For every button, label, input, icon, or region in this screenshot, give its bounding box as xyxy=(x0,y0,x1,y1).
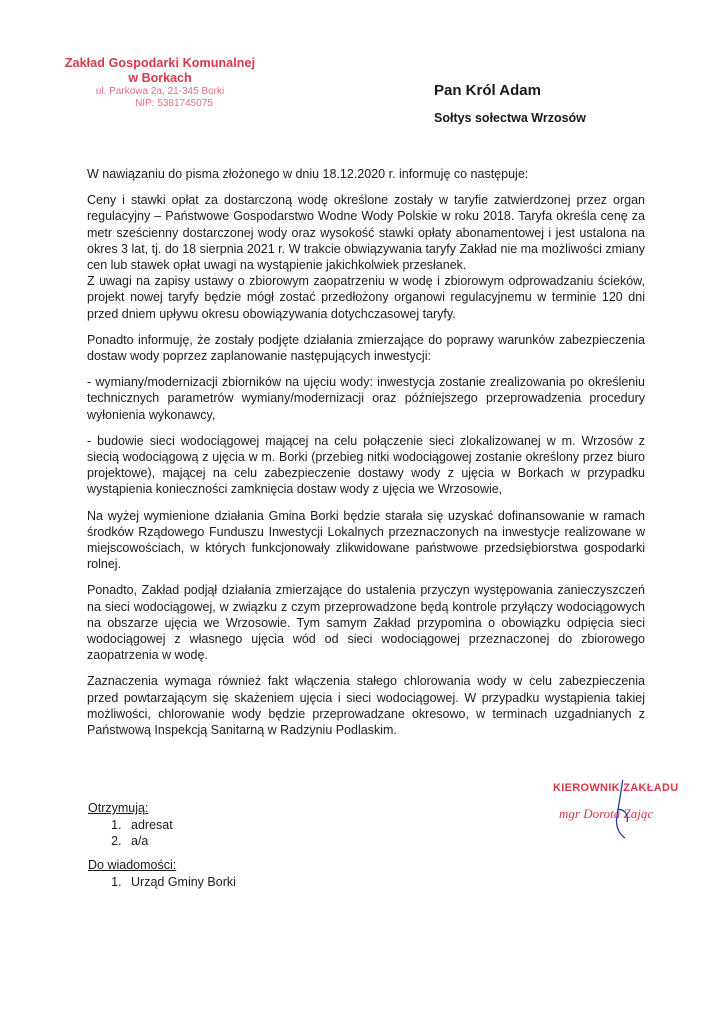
paragraph-investment-network: - budowie sieci wodociągowej mającej na celu połączenie sieci zlokalizowanej w m. Wrzosów z siecią wodociągową z ujęcia w m. Borki (przebieg nitki wodociągowej zostanie określony przez biuro projektowe), mającej na celu zabezpieczenie dostawy wody z ujęcia w Borkach w przypadku wystąpienia konieczności zamknięcia dostaw wody z ujęcia we Wrzosowie, xyxy=(87,433,645,497)
list-item: 1. adresat xyxy=(125,817,236,833)
paragraph-new-tariff: Z uwagi na zapisy ustawy o zbiorowym zaopatrzeniu w wodę i zbiorowym odprowadzaniu ścieków, projekt nowej taryfy będzie mógł zostać przedłożony organowi regulacyjnemu w terminie 120 dni przed dniem upływu okresu obowiązywania dotychczasowej taryfy. xyxy=(87,274,645,321)
list-item: 2. a/a xyxy=(125,833,236,849)
list-item: 1. Urząd Gminy Borki xyxy=(125,874,236,890)
do-wiadomosci-list xyxy=(88,874,236,890)
paragraph-contamination: Ponadto, Zakład podjął działania zmierzające do ustalenia przyczyn występowania zanieczyszczeń na sieci wodociągowej, w związku z czym przeprowadzone będą kontrole przyłączy wodociągowych na obszarze ujęcia we Wrzosowie. Tym samym Zakład przypomina o obowiązku odpięcia sieci wodociągowej z własnego ujęcia wód od sieci wodociągowej przeznaczonej do zbiorowego zaopatrzenia w wodę. xyxy=(87,583,645,663)
recipient-block xyxy=(434,82,586,125)
paragraph-investments: Ponadto informuję, że zostały podjęte działania zmierzające do poprawy warunków zabezpieczenia dostaw wody poprzez zaplanowanie następujących inwestycji: xyxy=(87,332,645,364)
signature-title: KIEROWNIK ZAKŁADU xyxy=(553,782,679,794)
paragraph-intro: W nawiązaniu do pisma złożonego w dniu 18.12.2020 r. informuję co następuje: xyxy=(87,167,529,181)
recipient-name: Pan Król Adam xyxy=(434,82,541,99)
signature-name: mgr Dorota Zając xyxy=(559,806,654,821)
stamp-line-location: w Borkach xyxy=(128,71,192,85)
otrzymuja-list xyxy=(88,817,236,849)
paragraph-chlorination: Zaznaczenia wymaga również fakt włączenia stałego chlorowania wody w celu zabezpieczenia przed powtarzającym się skażeniem ujęcia i sieci wodociągowej. W przypadku wystąpienia takiej możliwości, chlorowanie wody będzie przeprowadzane okresowo, w terminach uzgadnianych z Państwową Inspekcją Sanitarną w Radzyniu Podlaskim. xyxy=(87,674,645,738)
do-wiadomosci-label: Do wiadomości: xyxy=(88,858,177,872)
letter-body xyxy=(87,166,645,748)
stamp-line-company: Zakład Gospodarki Komunalnej xyxy=(64,56,256,70)
recipient-role: Sołtys sołectwa Wrzosów xyxy=(434,111,586,125)
paragraph-tariff: Ceny i stawki opłat za dostarczoną wodę określone zostały w taryfie zatwierdzonej przez organ regulacyjny – Państwowe Gospodarstwo Wodne Wody Polskie w roku 2018. Taryfa określa cenę za metr sześcienny dostarczonej wody oraz wysokość stawki opłaty abonamentowej i jest ustalona na okres 3 lat, tj. do 18 sierpnia 2021 r. W trakcie obwiązywania taryfy Zakład nie ma możliwości zmiany cen lub stawek opłat uwagi na wystąpienie jakichkolwiek przesłanek. xyxy=(87,193,645,273)
handwritten-signature xyxy=(545,780,724,844)
sender-stamp xyxy=(60,56,260,109)
signature-block xyxy=(545,780,724,840)
paragraph-investment-tanks: - wymiany/modernizacji zbiorników na ujęciu wody: inwestycja zostanie zrealizowania po określeniu technicznych parametrów wymiany/modernizacji oraz późniejszego przeprowadzenia procedury wyłonienia wykonawcy, xyxy=(87,375,645,422)
stamp-line-address: ul. Parkowa 2a, 21-345 Borki xyxy=(95,86,225,97)
stamp-line-nip: NIP: 5381745075 xyxy=(135,98,213,109)
paragraph-funding: Na wyżej wymienione działania Gmina Borki będzie starała się uzyskać dofinansowanie w ramach środków Rządowego Funduszu Inwestycji Lokalnych przeznaczonych na inwestycje realizowane w miejscowościach, w których funkcjonowały zlikwidowane państwowe przedsiębiorstwa gospodarki rolnej. xyxy=(87,508,645,572)
otrzymuja-label: Otrzymują: xyxy=(88,801,149,815)
distribution-list xyxy=(88,800,236,896)
